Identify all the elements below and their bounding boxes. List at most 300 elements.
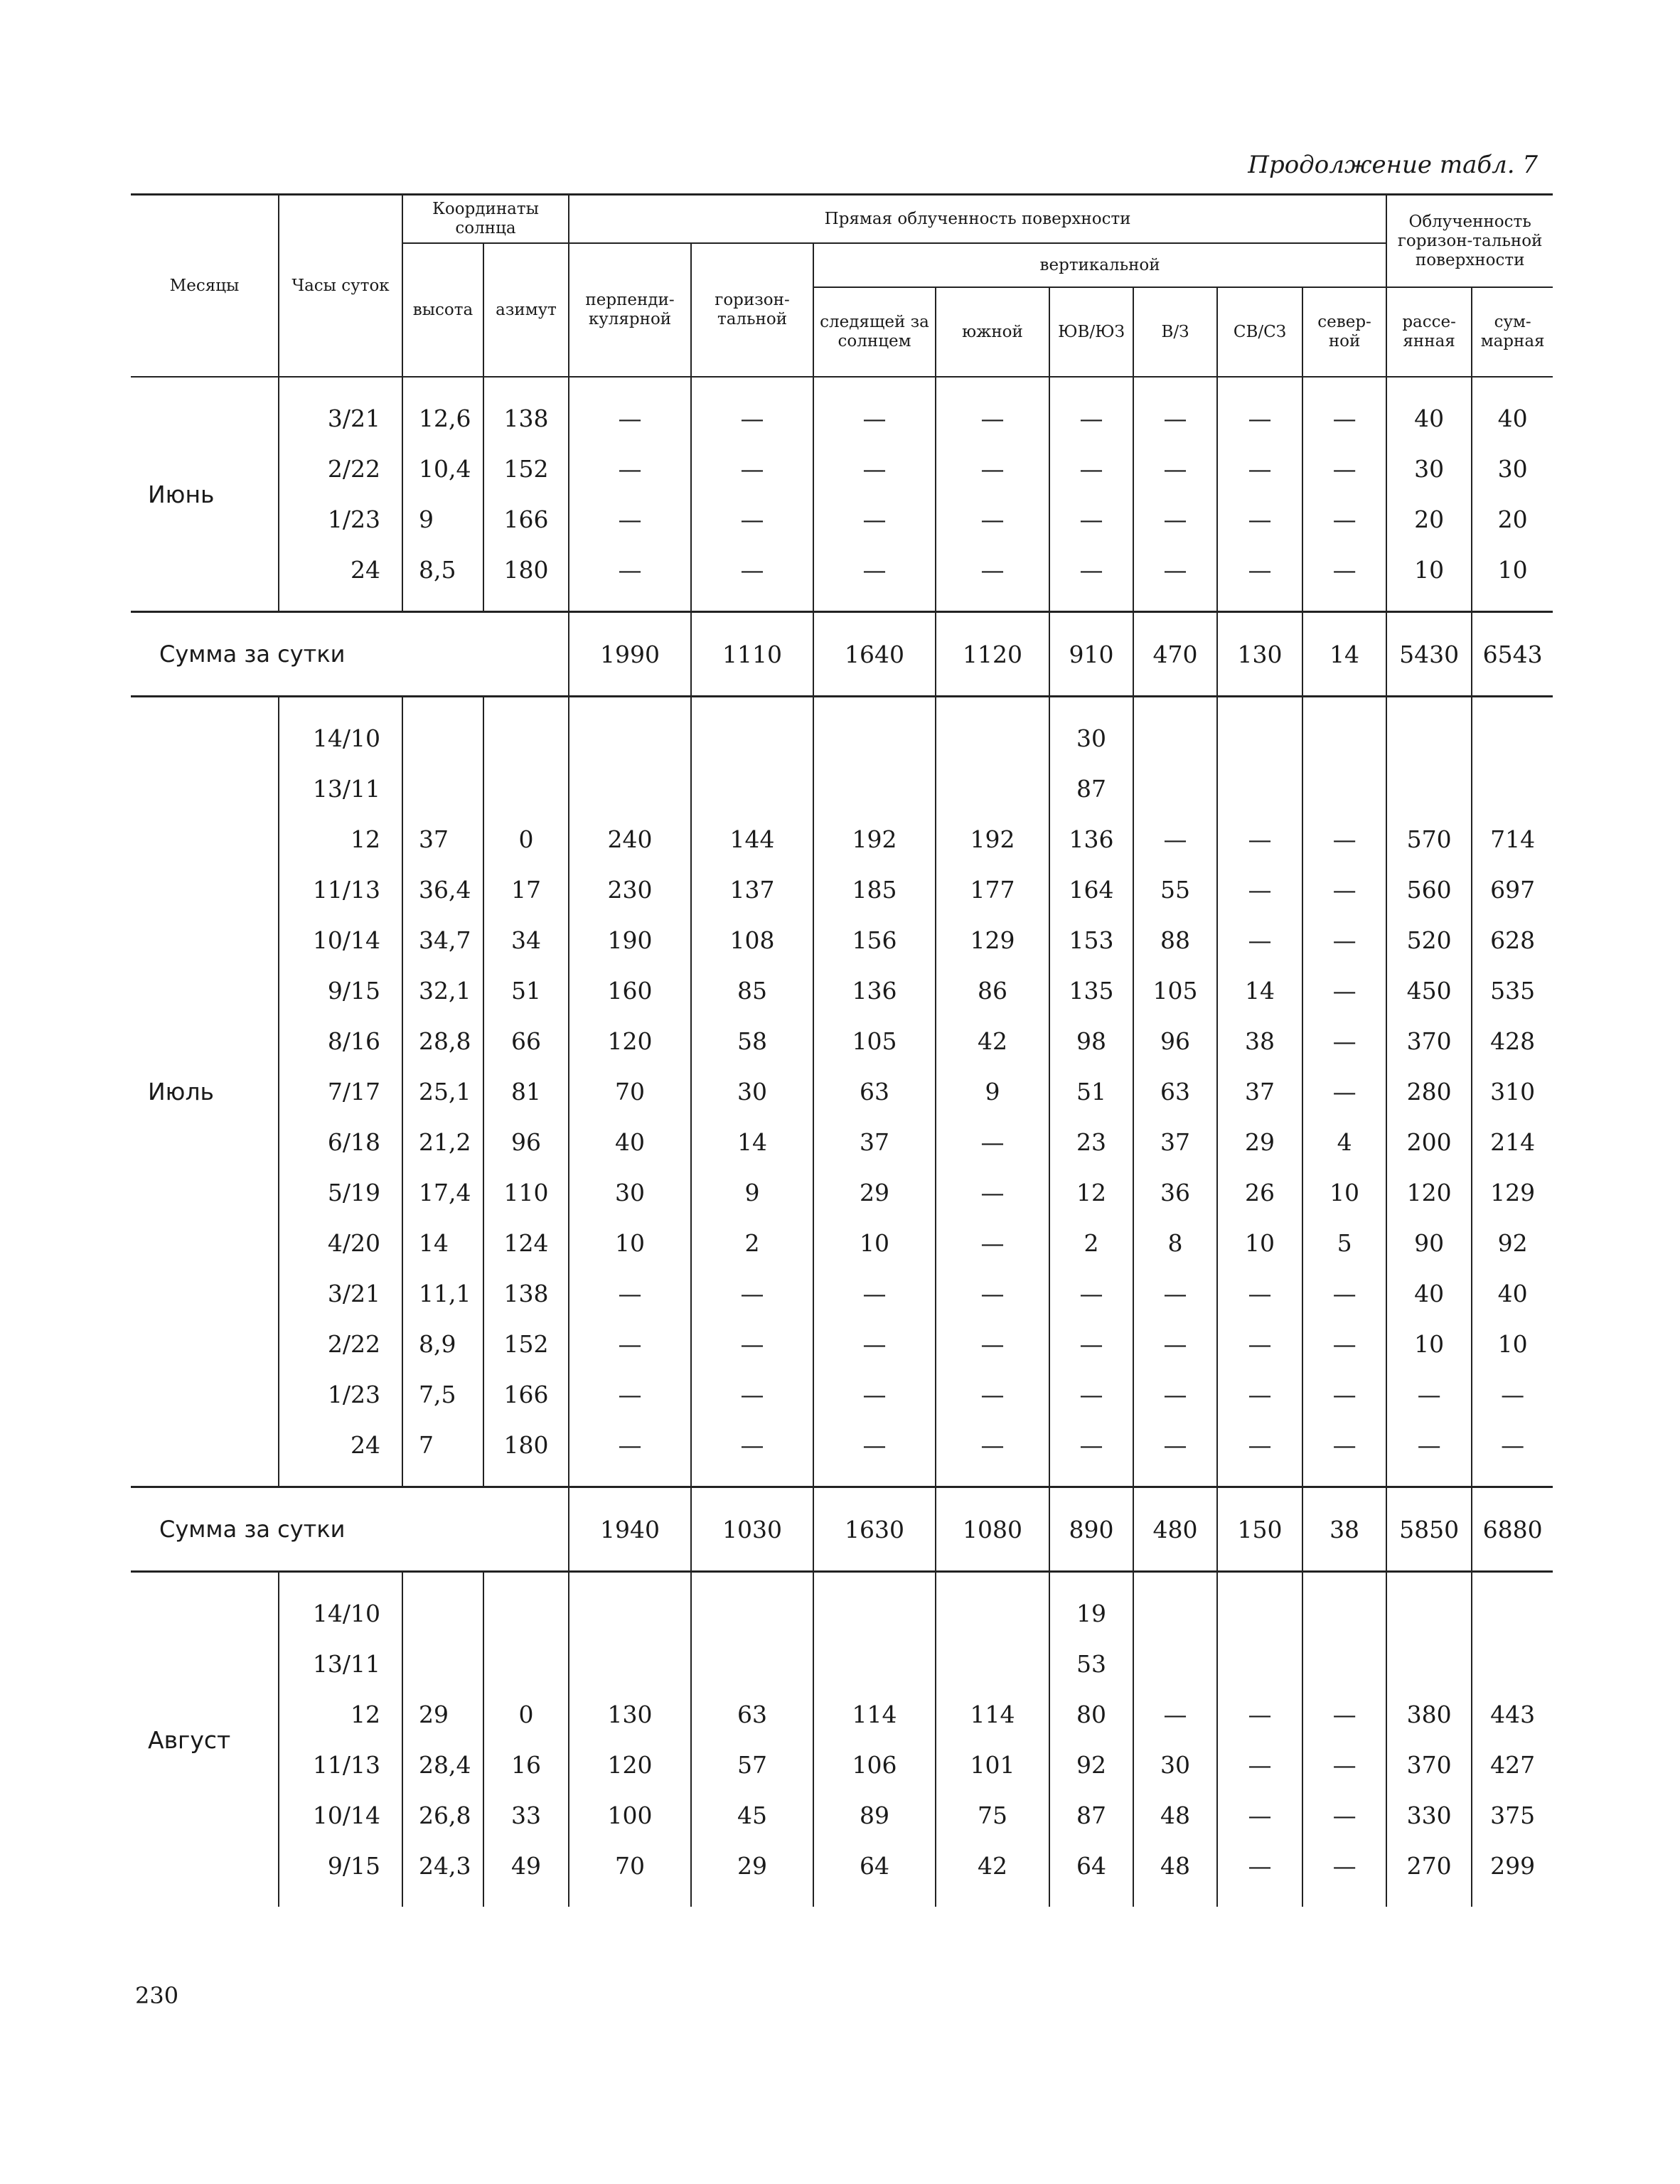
table-row [131,814,1553,864]
table-cell: 70 [569,1841,691,1891]
table-cell: — [1302,1268,1386,1319]
col-diffuse: рассе-янная [1386,287,1472,377]
table-cell: — [936,494,1049,545]
table-cell: 53 [1049,1639,1133,1689]
col-se-sw: ЮВ/ЮЗ [1049,287,1133,377]
table-cell: 0 [483,1689,569,1740]
table-cell: 40 [1472,393,1553,444]
table-cell: 12 [279,1689,402,1740]
table-cell [402,764,483,814]
table-cell: — [1302,965,1386,1016]
table-cell: — [936,1319,1049,1369]
sum-cell: 1630 [813,1487,936,1572]
table-cell: 33 [483,1790,569,1841]
table-cell: — [691,1420,813,1470]
month-label: Август [148,1725,231,1754]
table-cell: 92 [1472,1218,1553,1268]
table-cell: — [1217,1689,1302,1740]
sum-row [131,1487,1553,1572]
table-cell: — [1472,1420,1553,1470]
table-cell: 66 [483,1016,569,1066]
table-cell: — [1302,864,1386,915]
table-cell: 21,2 [402,1117,483,1167]
table-cell [691,764,813,814]
table-cell [813,1588,936,1639]
table-cell: 108 [691,915,813,965]
table-cell: — [1386,1369,1472,1420]
table-cell [936,1588,1049,1639]
table-cell: 10 [1386,1319,1472,1369]
sum-cell: 910 [1049,612,1133,697]
table-row [131,444,1553,494]
sum-row [131,612,1553,697]
table-row [131,864,1553,915]
col-e-w: В/З [1133,287,1217,377]
table-cell: — [813,545,936,595]
table-caption: Продолжение табл. 7 [1248,151,1538,179]
table-cell: 16 [483,1740,569,1790]
table-cell: — [1133,1689,1217,1740]
table-cell: 166 [483,494,569,545]
table-cell: 42 [936,1016,1049,1066]
table-cell: 3/21 [279,1268,402,1319]
table-cell: 14 [402,1218,483,1268]
table-row [131,1268,1553,1319]
table-cell: — [1217,545,1302,595]
table-cell: — [1302,1420,1386,1470]
table-cell: 9/15 [279,1841,402,1891]
table-cell: 87 [1049,764,1133,814]
table-cell [1472,1639,1553,1689]
table-cell: — [1049,1268,1133,1319]
table-cell: — [569,545,691,595]
table-cell: 34 [483,915,569,965]
table-cell: — [569,1319,691,1369]
table-cell: 96 [483,1117,569,1167]
table-cell: 129 [936,915,1049,965]
col-north: север-ной [1302,287,1386,377]
table-cell: 192 [936,814,1049,864]
table-cell: — [1049,1369,1133,1420]
table-cell: 29 [691,1841,813,1891]
sum-cell: 130 [1217,612,1302,697]
col-sun-coords: Координаты солнца [402,195,569,244]
irradiance-table [131,193,1553,1907]
table-cell: 130 [569,1689,691,1740]
table-cell: — [936,1167,1049,1218]
col-tracking: следящей за солнцем [813,287,936,377]
table-cell: — [1049,494,1133,545]
table-cell: — [1217,814,1302,864]
table-cell: 45 [691,1790,813,1841]
table-cell: — [1217,1268,1302,1319]
table-cell: 428 [1472,1016,1553,1066]
table-cell: 185 [813,864,936,915]
table-cell: 192 [813,814,936,864]
table-cell: 166 [483,1369,569,1420]
col-total: сум-марная [1472,287,1553,377]
table-cell: — [1217,1420,1302,1470]
spacer-row [131,1572,1553,1589]
table-cell: 40 [569,1117,691,1167]
table-cell: 135 [1049,965,1133,1016]
col-south: южной [936,287,1049,377]
sum-cell: 5430 [1386,612,1472,697]
table-cell: — [1217,1319,1302,1369]
table-cell: 370 [1386,1016,1472,1066]
table-cell: 51 [1049,1066,1133,1117]
table-cell [1386,1639,1472,1689]
table-cell [569,1588,691,1639]
spacer-row [131,377,1553,393]
table-cell: 152 [483,1319,569,1369]
sum-cell: 470 [1133,612,1217,697]
table-cell: — [813,444,936,494]
table-cell: 560 [1386,864,1472,915]
sum-cell: 6543 [1472,612,1553,697]
table-row [131,1420,1553,1470]
table-cell [813,764,936,814]
table-cell: 30 [569,1167,691,1218]
table-cell: — [936,1218,1049,1268]
sum-label: Сумма за сутки [131,612,569,697]
table-row [131,1689,1553,1740]
table-cell: 1/23 [279,494,402,545]
table-cell: 11,1 [402,1268,483,1319]
table-cell: 55 [1133,864,1217,915]
table-row [131,1369,1553,1420]
table-cell: 10 [1472,545,1553,595]
table-cell: — [1217,1841,1302,1891]
table-cell [569,764,691,814]
col-altitude: высота [402,243,483,377]
table-cell: 28,4 [402,1740,483,1790]
table-cell: — [936,1369,1049,1420]
table-cell: 32,1 [402,965,483,1016]
table-cell [1133,1588,1217,1639]
table-cell: 310 [1472,1066,1553,1117]
table-cell: — [936,1268,1049,1319]
table-cell: 24 [279,1420,402,1470]
table-cell: 10 [1217,1218,1302,1268]
table-cell: 81 [483,1066,569,1117]
sum-cell: 1990 [569,612,691,697]
table-cell: — [1302,1016,1386,1066]
table-cell [1217,1639,1302,1689]
table-cell: — [1302,444,1386,494]
table-cell: 8,5 [402,545,483,595]
table-cell: — [1133,814,1217,864]
table-cell: 136 [1049,814,1133,864]
table-cell: 11/13 [279,1740,402,1790]
table-cell: 570 [1386,814,1472,864]
table-cell: 80 [1049,1689,1133,1740]
table-cell [1386,764,1472,814]
col-vertical: вертикальной [813,243,1386,287]
table-cell: 24,3 [402,1841,483,1891]
table-cell: — [1217,864,1302,915]
table-cell: 105 [813,1016,936,1066]
table-row [131,393,1553,444]
sum-cell: 1640 [813,612,936,697]
sum-cell: 480 [1133,1487,1217,1572]
table-cell: — [813,1369,936,1420]
table-cell: 1/23 [279,1369,402,1420]
table-cell: — [691,1369,813,1420]
table-cell: — [1133,1268,1217,1319]
table-cell [1472,713,1553,764]
table-cell: — [569,1420,691,1470]
table-cell: 13/11 [279,1639,402,1689]
table-cell: 114 [936,1689,1049,1740]
table-cell: — [1133,1369,1217,1420]
table-cell: — [936,1117,1049,1167]
sum-cell: 150 [1217,1487,1302,1572]
table-cell: — [1049,545,1133,595]
table-cell [1302,713,1386,764]
table-cell: 17,4 [402,1167,483,1218]
col-perpendicular: перпенди-кулярной [569,243,691,377]
table-cell: 156 [813,915,936,965]
table-cell: 29 [402,1689,483,1740]
table-cell: 214 [1472,1117,1553,1167]
table-cell: — [1217,393,1302,444]
month-label: Июнь [148,480,215,508]
table-cell: — [1302,393,1386,444]
table-cell: 101 [936,1740,1049,1790]
table-cell: 14 [691,1117,813,1167]
table-cell: 152 [483,444,569,494]
table-cell: 2 [1049,1218,1133,1268]
table-cell: 63 [1133,1066,1217,1117]
table-cell: 136 [813,965,936,1016]
table-cell: 7 [402,1420,483,1470]
table-cell: 370 [1386,1740,1472,1790]
table-cell: 5 [1302,1218,1386,1268]
table-cell: — [1133,545,1217,595]
table-cell: — [1302,545,1386,595]
table-cell: 714 [1472,814,1553,864]
table-row [131,545,1553,595]
table-cell: 380 [1386,1689,1472,1740]
table-cell: 96 [1133,1016,1217,1066]
table-cell: — [1302,1319,1386,1369]
col-azimuth: азимут [483,243,569,377]
table-cell: 48 [1133,1790,1217,1841]
table-cell: 520 [1386,915,1472,965]
table-row [131,915,1553,965]
table-cell: 14 [1217,965,1302,1016]
table-cell: 10/14 [279,1790,402,1841]
table-cell: — [1217,1790,1302,1841]
table-cell: 90 [1386,1218,1472,1268]
table-cell [1133,764,1217,814]
table-cell [1217,764,1302,814]
table-cell: 628 [1472,915,1553,965]
table-row [131,965,1553,1016]
table-cell [813,1639,936,1689]
table-cell: 64 [813,1841,936,1891]
table-cell [936,764,1049,814]
table-cell [1217,713,1302,764]
table-cell: 9/15 [279,965,402,1016]
table-cell: 63 [691,1689,813,1740]
table-row [131,713,1553,764]
spacer-row [131,1470,1553,1487]
table-cell: 138 [483,393,569,444]
page-number: 230 [135,1982,179,2009]
table-cell: 57 [691,1740,813,1790]
table-cell: 10 [1386,545,1472,595]
table-cell: — [1217,1740,1302,1790]
table-cell: — [813,393,936,444]
table-cell: 10 [569,1218,691,1268]
table-cell: 10 [813,1218,936,1268]
table-cell [483,1639,569,1689]
table-cell: — [569,1268,691,1319]
table-row [131,1319,1553,1369]
table-cell: 230 [569,864,691,915]
sum-cell: 14 [1302,612,1386,697]
table-cell: 70 [569,1066,691,1117]
table-cell [569,1639,691,1689]
table-cell: — [1302,1841,1386,1891]
table-cell: 87 [1049,1790,1133,1841]
table-cell: 5/19 [279,1167,402,1218]
table-cell [691,1639,813,1689]
table-cell: 37 [1217,1066,1302,1117]
col-horizontal: горизон-тальной [691,243,813,377]
table-cell [569,713,691,764]
table-cell: 120 [1386,1167,1472,1218]
table-cell: 36 [1133,1167,1217,1218]
table-cell: 12 [1049,1167,1133,1218]
table-cell: 0 [483,814,569,864]
table-cell: — [1049,1319,1133,1369]
table-cell: 190 [569,915,691,965]
col-ne-nw: СВ/СЗ [1217,287,1302,377]
table-cell: — [1302,814,1386,864]
table-cell: 177 [936,864,1049,915]
table-cell: 443 [1472,1689,1553,1740]
table-cell: — [813,1268,936,1319]
table-cell: — [1217,1369,1302,1420]
table-cell [1217,1588,1302,1639]
table-cell [1472,1588,1553,1639]
table-cell: 7,5 [402,1369,483,1420]
table-cell: 40 [1472,1268,1553,1319]
table-cell: 100 [569,1790,691,1841]
table-cell: — [1302,1740,1386,1790]
table-cell: 51 [483,965,569,1016]
table-cell: — [691,545,813,595]
table-cell: — [691,1268,813,1319]
col-hours: Часы суток [279,195,402,378]
table-cell [1386,1588,1472,1639]
table-cell: 10 [1472,1319,1553,1369]
table-cell: — [1302,915,1386,965]
table-cell: — [1386,1420,1472,1470]
table-cell [936,1639,1049,1689]
table-cell: 535 [1472,965,1553,1016]
table-cell: 48 [1133,1841,1217,1891]
col-horiz-irr: Облученность горизон-тальной поверхности [1386,195,1553,288]
table-cell: 42 [936,1841,1049,1891]
table-cell: 86 [936,965,1049,1016]
table-cell: 299 [1472,1841,1553,1891]
table-cell [691,713,813,764]
col-months: Месяцы [131,195,279,378]
table-cell: 20 [1472,494,1553,545]
table-row [131,1790,1553,1841]
table-cell: 120 [569,1016,691,1066]
table-cell: 4/20 [279,1218,402,1268]
table-cell: — [691,444,813,494]
table-cell: 4 [1302,1117,1386,1167]
table-cell [402,1639,483,1689]
table-cell: — [1302,1369,1386,1420]
table-cell: 160 [569,965,691,1016]
spacer-row [131,1891,1553,1907]
table-cell: — [936,1420,1049,1470]
table-cell: — [1302,1066,1386,1117]
table-cell: 8,9 [402,1319,483,1369]
table-cell: 11/13 [279,864,402,915]
table-cell: 30 [1472,444,1553,494]
table-cell: 34,7 [402,915,483,965]
table-cell: 3/21 [279,393,402,444]
sum-cell: 1110 [691,612,813,697]
table-cell [483,764,569,814]
table-cell: 37 [402,814,483,864]
table-cell: 8/16 [279,1016,402,1066]
table-cell: 38 [1217,1016,1302,1066]
table-cell: — [691,494,813,545]
table-cell: 23 [1049,1117,1133,1167]
table-cell: 14/10 [279,713,402,764]
table-cell: — [813,1319,936,1369]
sum-cell: 6880 [1472,1487,1553,1572]
table-cell [1133,1639,1217,1689]
table-cell: 30 [1133,1740,1217,1790]
table-cell: 30 [1049,713,1133,764]
table-cell: 375 [1472,1790,1553,1841]
table-cell: 49 [483,1841,569,1891]
table-cell: 2/22 [279,1319,402,1369]
table-cell: 29 [813,1167,936,1218]
table-cell: — [1472,1369,1553,1420]
table-cell: — [1133,1319,1217,1369]
table-cell: 450 [1386,965,1472,1016]
table-cell: — [1302,1689,1386,1740]
table-cell: 25,1 [402,1066,483,1117]
table-cell: 13/11 [279,764,402,814]
table-cell: 110 [483,1167,569,1218]
table-cell [936,713,1049,764]
table-cell: 75 [936,1790,1049,1841]
table-cell: 19 [1049,1588,1133,1639]
table-cell: — [1133,494,1217,545]
table-cell: 124 [483,1218,569,1268]
table-cell: 17 [483,864,569,915]
table-cell: 137 [691,864,813,915]
table-cell [1386,713,1472,764]
table-cell: 106 [813,1740,936,1790]
table-row [131,764,1553,814]
table-row [131,1841,1553,1891]
table-cell: — [1133,1420,1217,1470]
table-cell: — [936,393,1049,444]
